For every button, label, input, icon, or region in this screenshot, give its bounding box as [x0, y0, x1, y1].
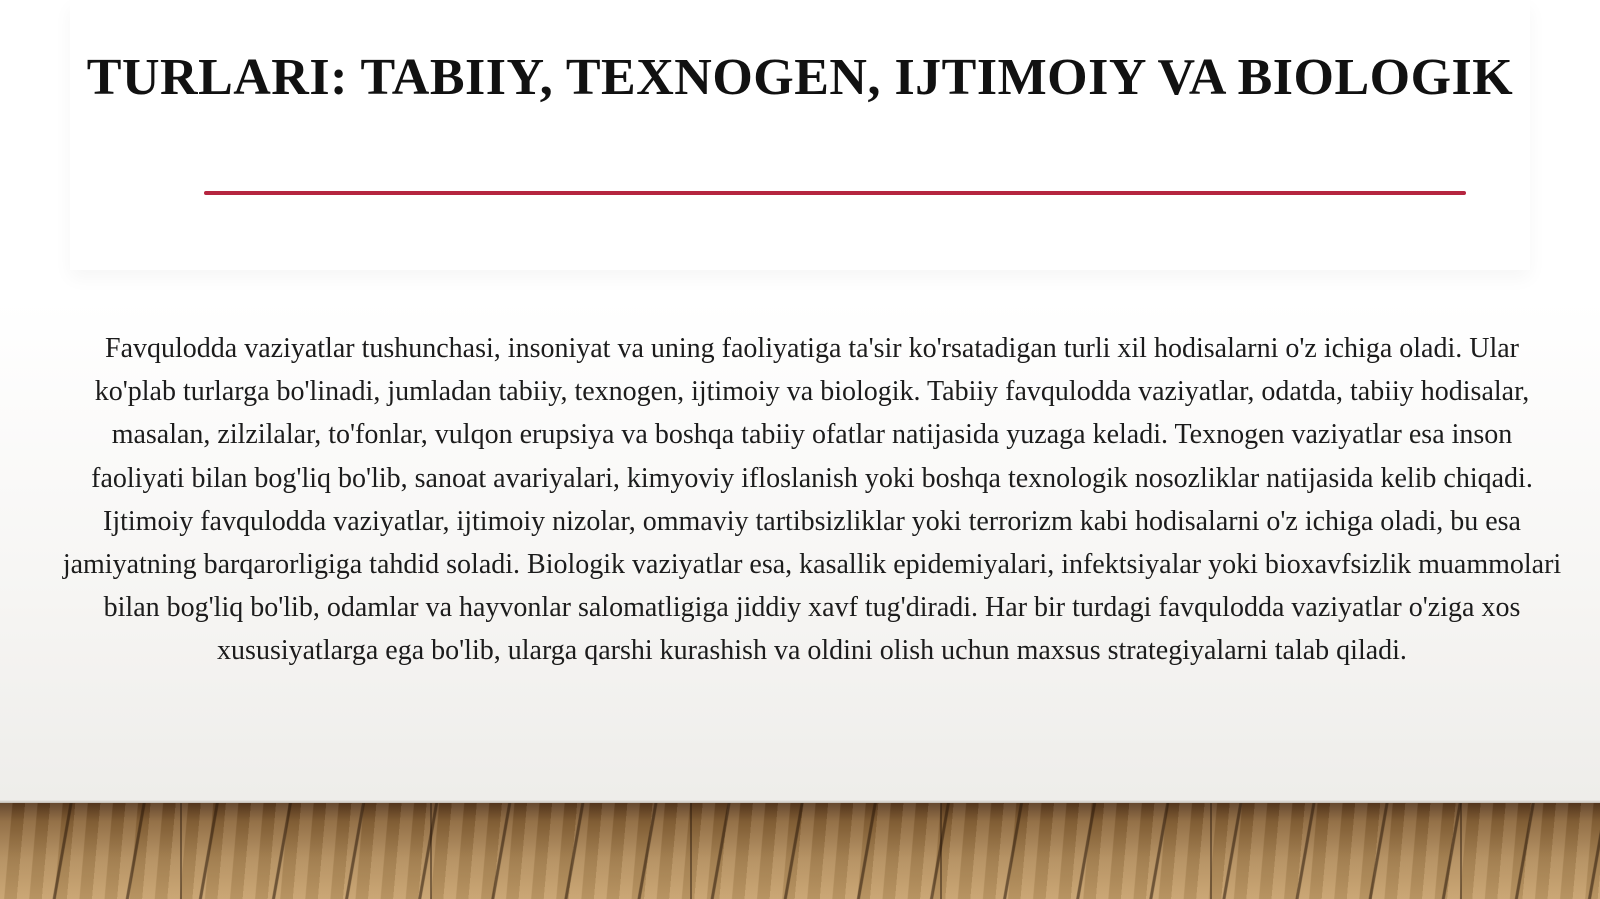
floor-plank-seam	[430, 803, 432, 899]
wooden-floor-background	[0, 803, 1600, 899]
floor-plank-seam	[940, 803, 942, 899]
floor-plank-seam	[1460, 803, 1462, 899]
accent-divider	[204, 191, 1466, 195]
floor-plank-seam	[690, 803, 692, 899]
floor-plank-seam	[1210, 803, 1212, 899]
slide-title: TURLARI: TABIIY, TEXNOGEN, IJTIMOIY VA BIOLOGIK	[86, 49, 1514, 106]
title-panel	[70, 0, 1530, 270]
body-paragraph: Favqulodda vaziyatlar tushunchasi, insoniyat va uning faoliyatiga ta'sir ko'rsatadigan turli xil hodisalarni o'z ichiga oladi. Ular ko'plab turlarga bo'linadi, jumladan tabiiy, texnogen, ijtimoiy va biologik. Tabiiy favqulodda vaziyatlar, odatda, tabiiy hodisalar, masalan, zilzilalar, to'fonlar, vulqon erupsiya va boshqa tabiiy ofatlar natijasida yuzaga keladi. Texnogen vaziyatlar esa inson faoliyati bilan bog'liq bo'lib, sanoat avariyalari, kimyoviy ifloslanish yoki boshqa texnologik nosozliklar natijasida kelib chiqadi. Ijtimoiy favqulodda vaziyatlar, ijtimoiy nizolar, ommaviy tartibsizliklar yoki terrorizm kabi hodisalarni o'z ichiga oladi, bu esa jamiyatning barqarorligiga tahdid soladi. Biologik vaziyatlar esa, kasallik epidemiyalari, infektsiyalar yoki bioxavfsizlik muammolari bilan bog'liq bo'lib, odamlar va hayvonlar salomatligiga jiddiy xavf tug'diradi. Har bir turdagi favqulodda vaziyatlar o'ziga xos xususiyatlarga ega bo'lib, ularga qarshi kurashish va oldini olish uchun maxsus strategiyalarni talab qiladi.	[62, 333, 1562, 667]
floor-plank-seam	[180, 803, 182, 899]
